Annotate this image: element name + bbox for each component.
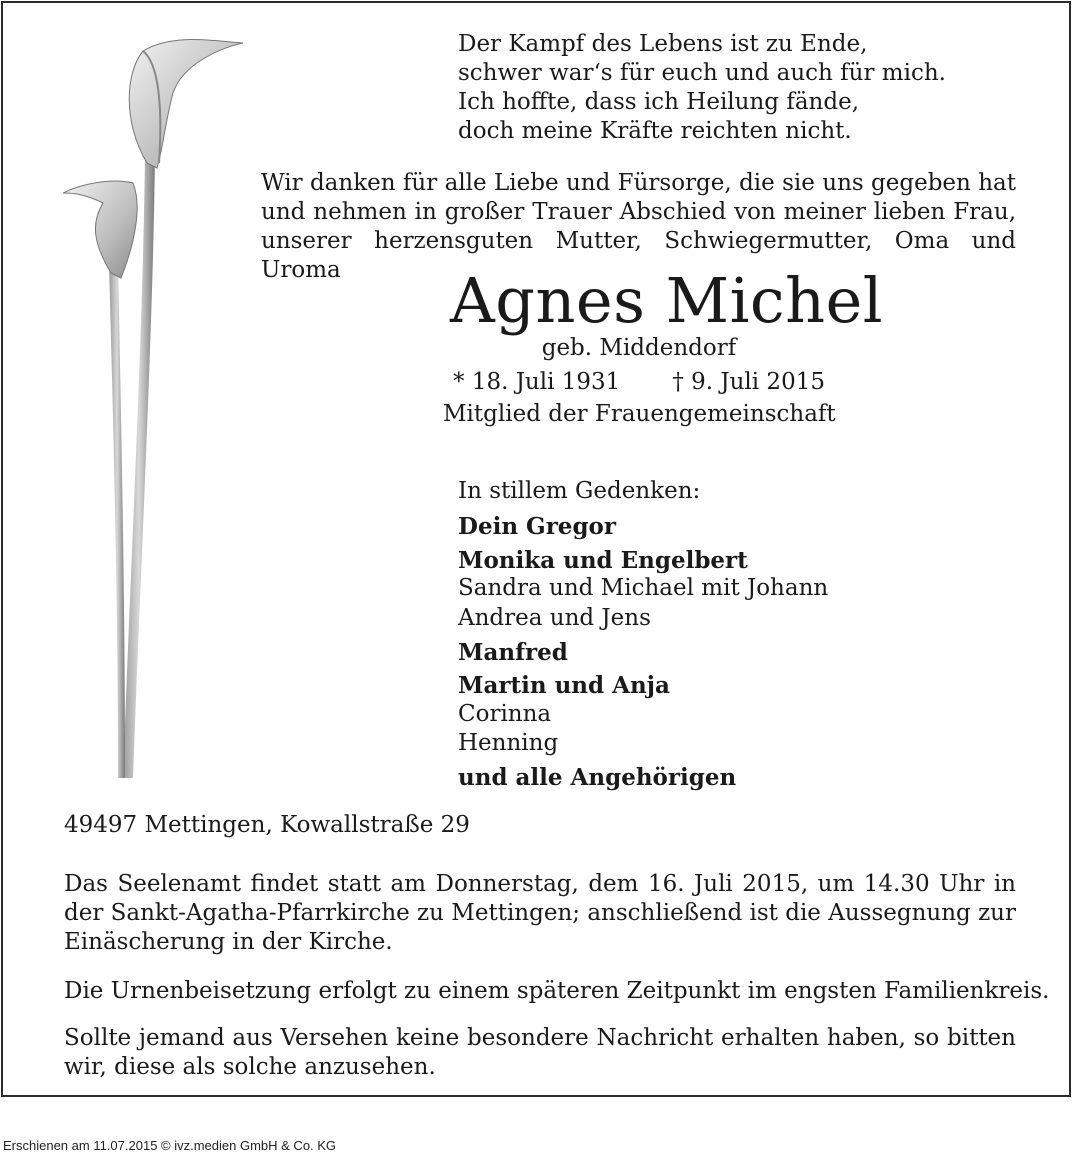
birth-date: * 18. Juli 1931 — [453, 369, 621, 395]
membership: Mitglied der Frauengemeinschaft — [443, 401, 836, 427]
mourner-line: Martin und Anja — [458, 672, 670, 699]
mourner-line: Dein Gregor — [458, 513, 616, 540]
notice-line: wir, diese als solche anzusehen. — [64, 1054, 436, 1080]
mourner-line: Manfred — [458, 639, 568, 666]
intro-line: Wir danken für alle Liebe und Fürsorge, die sie uns gegeben hat — [261, 170, 1016, 196]
poem-line: Ich hoffte, dass ich Heilung fände, — [458, 89, 860, 115]
service-info — [64, 870, 1016, 957]
life-dates — [443, 368, 835, 397]
urn-burial-info: Die Urnenbeisetzung erfolgt zu einem späteren Zeitpunkt im engsten Familienkreis. — [64, 978, 1050, 1004]
intro-line: und nehmen in großer Trauer Abschied von meiner lieben Frau, — [261, 199, 1016, 225]
poem — [458, 30, 946, 146]
death-date: † 9. Juli 2015 — [672, 369, 825, 395]
address: 49497 Mettingen, Kowallstraße 29 — [64, 812, 470, 838]
service-line: Einäscherung in der Kirche. — [64, 929, 393, 955]
notice-line: Sollte jemand aus Versehen keine besondere Nachricht erhalten haben, so bitten — [64, 1025, 1016, 1051]
service-line: Das Seelenamt findet statt am Donnerstag, dem 16. Juli 2015, um 14.30 Uhr in — [64, 871, 1016, 897]
mourner-line: Henning — [458, 730, 559, 756]
service-line: der Sankt-Agatha-Pfarrkirche zu Mettingen; anschließend ist die Aussegnung zur — [64, 900, 1016, 926]
publication-footer: Erschienen am 11.07.2015 © ivz.medien GmbH & Co. KG — [3, 1138, 337, 1153]
mourner-line: Sandra und Michael mit Johann — [458, 575, 829, 601]
mourner-line: und alle Angehörigen — [458, 764, 737, 791]
poem-line: doch meine Kräfte reichten nicht. — [458, 118, 852, 144]
obituary-notice — [1, 1, 1071, 1097]
notice-info — [64, 1024, 1016, 1082]
mourners-heading: In stillem Gedenken: — [458, 478, 701, 504]
mourner-line: Monika und Engelbert — [458, 547, 748, 574]
mourner-line: Andrea und Jens — [458, 605, 651, 631]
calla-lily-icon — [63, 33, 263, 778]
maiden-name: geb. Middendorf — [541, 335, 737, 361]
mourner-line: Corinna — [458, 701, 552, 727]
intro-line: unserer herzensguten Mutter, Schwiegermutter, Oma und Uroma — [261, 228, 1016, 283]
deceased-name: Agnes Michel — [450, 264, 884, 337]
poem-line: Der Kampf des Lebens ist zu Ende, — [458, 31, 868, 57]
poem-line: schwer war‘s für euch und auch für mich. — [458, 60, 946, 86]
